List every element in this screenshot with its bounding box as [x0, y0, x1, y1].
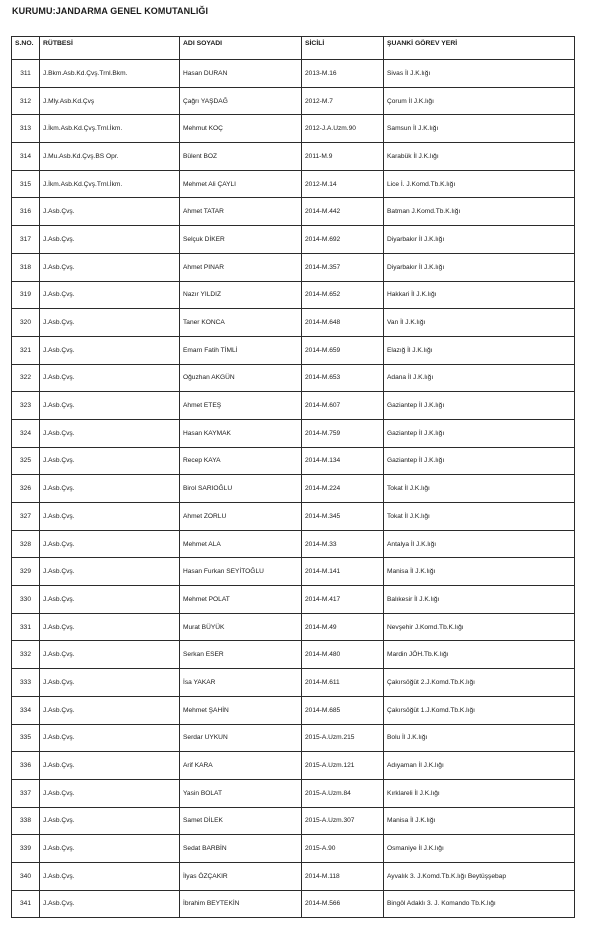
- table-row: [12, 475, 575, 503]
- cell-sno: 337: [12, 779, 40, 807]
- table-row: [12, 669, 575, 697]
- cell-registry: 2012-M.14: [302, 170, 384, 198]
- cell-rank: J.Asb.Çvş.: [40, 198, 180, 226]
- cell-rank: J.Asb.Çvş.: [40, 226, 180, 254]
- cell-current-post: Gaziantep İl J.K.lığı: [384, 447, 575, 475]
- cell-name: Mehmut KOÇ: [180, 115, 302, 143]
- cell-current-post: Gaziantep İl J.K.lığı: [384, 419, 575, 447]
- cell-registry: 2015-A.Uzm.84: [302, 779, 384, 807]
- cell-sno: 325: [12, 447, 40, 475]
- cell-current-post: Çorum İl J.K.lığı: [384, 87, 575, 115]
- cell-current-post: Sivas İl J.K.lığı: [384, 60, 575, 88]
- cell-current-post: Lice İ. J.Komd.Tb.K.lığı: [384, 170, 575, 198]
- cell-sno: 311: [12, 60, 40, 88]
- cell-name: İsa YAKAR: [180, 669, 302, 697]
- cell-registry: 2012-J.A.Uzm.90: [302, 115, 384, 143]
- cell-current-post: Karabük İl J.K.lığı: [384, 143, 575, 171]
- cell-sno: 322: [12, 364, 40, 392]
- table-row: [12, 170, 575, 198]
- table-row: [12, 281, 575, 309]
- cell-registry: 2014-M.33: [302, 530, 384, 558]
- cell-rank: J.Asb.Çvş.: [40, 309, 180, 337]
- cell-registry: 2015-A.Uzm.307: [302, 807, 384, 835]
- cell-sno: 330: [12, 586, 40, 614]
- table-row: [12, 530, 575, 558]
- cell-sno: 316: [12, 198, 40, 226]
- cell-registry: 2014-M.442: [302, 198, 384, 226]
- cell-current-post: Gaziantep İl J.K.lığı: [384, 392, 575, 420]
- table-row: [12, 503, 575, 531]
- table-row: [12, 253, 575, 281]
- column-header-sno: S.NO.: [12, 37, 40, 60]
- table-row: [12, 447, 575, 475]
- cell-name: Selçuk DİKER: [180, 226, 302, 254]
- cell-name: Mehmet Ali ÇAYLI: [180, 170, 302, 198]
- cell-registry: 2014-M.685: [302, 696, 384, 724]
- table-row: [12, 419, 575, 447]
- cell-rank: J.Asb.Çvş.: [40, 447, 180, 475]
- cell-registry: 2014-M.652: [302, 281, 384, 309]
- table-row: [12, 890, 575, 918]
- cell-current-post: Elazığ İl J.K.lığı: [384, 336, 575, 364]
- cell-sno: 313: [12, 115, 40, 143]
- cell-current-post: Antalya İl J.K.lığı: [384, 530, 575, 558]
- cell-sno: 317: [12, 226, 40, 254]
- column-header-rank: RÜTBESİ: [40, 37, 180, 60]
- cell-name: İlyas ÖZÇAKIR: [180, 862, 302, 890]
- cell-name: Recep KAYA: [180, 447, 302, 475]
- table-body: [12, 60, 575, 918]
- cell-current-post: Hakkari İl J.K.lığı: [384, 281, 575, 309]
- cell-sno: 334: [12, 696, 40, 724]
- cell-rank: J.Asb.Çvş.: [40, 724, 180, 752]
- cell-name: İbrahim BEYTEKİN: [180, 890, 302, 918]
- cell-rank: J.Bkm.Asb.Kd.Çvş.Trnl.Bkm.: [40, 60, 180, 88]
- cell-rank: J.Asb.Çvş.: [40, 392, 180, 420]
- personnel-table: [11, 36, 575, 918]
- cell-registry: 2014-M.607: [302, 392, 384, 420]
- cell-sno: 340: [12, 862, 40, 890]
- cell-sno: 312: [12, 87, 40, 115]
- cell-registry: 2014-M.480: [302, 641, 384, 669]
- cell-sno: 329: [12, 558, 40, 586]
- cell-rank: J.Asb.Çvş.: [40, 475, 180, 503]
- cell-current-post: Samsun İl J.K.lığı: [384, 115, 575, 143]
- cell-current-post: Tokat İl J.K.lığı: [384, 475, 575, 503]
- cell-current-post: Adana İl J.K.lığı: [384, 364, 575, 392]
- cell-current-post: Bolu İl J.K.lığı: [384, 724, 575, 752]
- cell-registry: 2014-M.692: [302, 226, 384, 254]
- cell-sno: 339: [12, 835, 40, 863]
- cell-current-post: Adıyaman İl J.K.lığı: [384, 752, 575, 780]
- cell-current-post: Manisa İl J.K.lığı: [384, 807, 575, 835]
- cell-rank: J.Mly.Asb.Kd.Çvş: [40, 87, 180, 115]
- table-row: [12, 696, 575, 724]
- cell-name: Bülent BOZ: [180, 143, 302, 171]
- cell-sno: 335: [12, 724, 40, 752]
- cell-registry: 2014-M.659: [302, 336, 384, 364]
- cell-current-post: Çakırsöğüt 2.J.Komd.Tb.K.lığı: [384, 669, 575, 697]
- cell-name: Emarn Fatih TİMLİ: [180, 336, 302, 364]
- cell-rank: J.Asb.Çvş.: [40, 503, 180, 531]
- table-row: [12, 752, 575, 780]
- cell-name: Serdar UYKUN: [180, 724, 302, 752]
- table-row: [12, 87, 575, 115]
- cell-rank: J.Asb.Çvş.: [40, 419, 180, 447]
- cell-name: Ahmet PINAR: [180, 253, 302, 281]
- table-row: [12, 115, 575, 143]
- table-row: [12, 60, 575, 88]
- cell-name: Birol SARIOĞLU: [180, 475, 302, 503]
- cell-registry: 2013-M.16: [302, 60, 384, 88]
- cell-current-post: Balıkesir İl J.K.lığı: [384, 586, 575, 614]
- cell-rank: J.Asb.Çvş.: [40, 779, 180, 807]
- cell-sno: 324: [12, 419, 40, 447]
- cell-name: Ahmet ETEŞ: [180, 392, 302, 420]
- cell-registry: 2014-M.134: [302, 447, 384, 475]
- cell-rank: J.Asb.Çvş.: [40, 336, 180, 364]
- cell-sno: 328: [12, 530, 40, 558]
- table-row: [12, 198, 575, 226]
- column-header-current-post: ŞUANKİ GÖREV YERİ: [384, 37, 575, 60]
- cell-sno: 338: [12, 807, 40, 835]
- cell-sno: 318: [12, 253, 40, 281]
- table-row: [12, 336, 575, 364]
- cell-registry: 2014-M.653: [302, 364, 384, 392]
- cell-name: Hasan Furkan SEYİTOĞLU: [180, 558, 302, 586]
- cell-registry: 2012-M.7: [302, 87, 384, 115]
- cell-rank: J.Asb.Çvş.: [40, 696, 180, 724]
- cell-current-post: Diyarbakır İl J.K.lığı: [384, 226, 575, 254]
- cell-rank: J.İkm.Asb.Kd.Çvş.Trnl.İkm.: [40, 115, 180, 143]
- cell-name: Hasan DURAN: [180, 60, 302, 88]
- cell-rank: J.Asb.Çvş.: [40, 669, 180, 697]
- cell-current-post: Çakırsöğüt 1.J.Komd.Tb.K.lığı: [384, 696, 575, 724]
- cell-sno: 314: [12, 143, 40, 171]
- table-row: [12, 641, 575, 669]
- cell-name: Samet DİLEK: [180, 807, 302, 835]
- cell-name: Ahmet TATAR: [180, 198, 302, 226]
- cell-rank: J.Asb.Çvş.: [40, 890, 180, 918]
- cell-sno: 319: [12, 281, 40, 309]
- cell-sno: 333: [12, 669, 40, 697]
- cell-rank: J.Mu.Asb.Kd.Çvş.BS Opr.: [40, 143, 180, 171]
- cell-registry: 2015-A.Uzm.215: [302, 724, 384, 752]
- table-row: [12, 558, 575, 586]
- cell-current-post: Osmaniye İl J.K.lığı: [384, 835, 575, 863]
- cell-registry: 2014-M.566: [302, 890, 384, 918]
- cell-current-post: Diyarbakır İl J.K.lığı: [384, 253, 575, 281]
- cell-current-post: Van İl J.K.lığı: [384, 309, 575, 337]
- cell-current-post: Bingöl Adaklı 3. J. Komando Tb.K.lığı: [384, 890, 575, 918]
- cell-current-post: Kırklareli İl J.K.lığı: [384, 779, 575, 807]
- table-row: [12, 807, 575, 835]
- cell-rank: J.Asb.Çvş.: [40, 586, 180, 614]
- cell-rank: J.Asb.Çvş.: [40, 364, 180, 392]
- institution-heading: KURUMU:JANDARMA GENEL KOMUTANLIĞI: [12, 6, 209, 16]
- cell-name: Mehmet ŞAHİN: [180, 696, 302, 724]
- cell-name: Oğuzhan AKGÜN: [180, 364, 302, 392]
- table-row: [12, 226, 575, 254]
- column-header-registry: SİCİLİ: [302, 37, 384, 60]
- cell-rank: J.Asb.Çvş.: [40, 862, 180, 890]
- cell-registry: 2014-M.417: [302, 586, 384, 614]
- cell-name: Mehmet ALA: [180, 530, 302, 558]
- cell-sno: 341: [12, 890, 40, 918]
- table-row: [12, 779, 575, 807]
- cell-name: Mehmet POLAT: [180, 586, 302, 614]
- cell-rank: J.Asb.Çvş.: [40, 281, 180, 309]
- cell-name: Ahmet ZORLU: [180, 503, 302, 531]
- cell-sno: 320: [12, 309, 40, 337]
- cell-current-post: Mardin JÖH.Tb.K.lığı: [384, 641, 575, 669]
- table-row: [12, 364, 575, 392]
- cell-name: Taner KONCA: [180, 309, 302, 337]
- table-header-row: [12, 37, 575, 60]
- table-row: [12, 613, 575, 641]
- cell-name: Çağrı YAŞDAĞ: [180, 87, 302, 115]
- cell-name: Murat BÜYÜK: [180, 613, 302, 641]
- cell-registry: 2015-A.Uzm.121: [302, 752, 384, 780]
- table-row: [12, 143, 575, 171]
- cell-registry: 2015-A.90: [302, 835, 384, 863]
- cell-registry: 2014-M.759: [302, 419, 384, 447]
- cell-registry: 2014-M.118: [302, 862, 384, 890]
- cell-rank: J.Asb.Çvş.: [40, 613, 180, 641]
- cell-registry: 2014-M.345: [302, 503, 384, 531]
- cell-rank: J.Asb.Çvş.: [40, 835, 180, 863]
- cell-rank: J.Asb.Çvş.: [40, 530, 180, 558]
- column-header-name: ADI SOYADI: [180, 37, 302, 60]
- table-row: [12, 392, 575, 420]
- cell-registry: 2011-M.9: [302, 143, 384, 171]
- cell-registry: 2014-M.357: [302, 253, 384, 281]
- cell-rank: J.Asb.Çvş.: [40, 641, 180, 669]
- cell-sno: 321: [12, 336, 40, 364]
- cell-registry: 2014-M.648: [302, 309, 384, 337]
- cell-sno: 331: [12, 613, 40, 641]
- cell-registry: 2014-M.141: [302, 558, 384, 586]
- cell-current-post: Manisa İl J.K.lığı: [384, 558, 575, 586]
- cell-sno: 326: [12, 475, 40, 503]
- cell-name: Yasin BOLAT: [180, 779, 302, 807]
- cell-current-post: Tokat İl J.K.lığı: [384, 503, 575, 531]
- table-row: [12, 835, 575, 863]
- cell-sno: 327: [12, 503, 40, 531]
- cell-registry: 2014-M.49: [302, 613, 384, 641]
- cell-name: Serkan ESER: [180, 641, 302, 669]
- table-row: [12, 724, 575, 752]
- table-row: [12, 862, 575, 890]
- cell-sno: 315: [12, 170, 40, 198]
- cell-registry: 2014-M.224: [302, 475, 384, 503]
- cell-rank: J.Asb.Çvş.: [40, 558, 180, 586]
- cell-rank: J.İkm.Asb.Kd.Çvş.Trnl.İkm.: [40, 170, 180, 198]
- table-row: [12, 586, 575, 614]
- cell-current-post: Nevşehir J.Komd.Tb.K.lığı: [384, 613, 575, 641]
- cell-current-post: Batman J.Komd.Tb.K.lığı: [384, 198, 575, 226]
- cell-sno: 336: [12, 752, 40, 780]
- cell-name: Nazır YILDIZ: [180, 281, 302, 309]
- cell-sno: 323: [12, 392, 40, 420]
- cell-current-post: Ayvalık 3. J.Komd.Tb.K.lığı Beytüşşebap: [384, 862, 575, 890]
- cell-name: Hasan KAYMAK: [180, 419, 302, 447]
- table-row: [12, 309, 575, 337]
- cell-name: Sedat BARBİN: [180, 835, 302, 863]
- cell-rank: J.Asb.Çvş.: [40, 807, 180, 835]
- cell-rank: J.Asb.Çvş.: [40, 253, 180, 281]
- cell-name: Arif KARA: [180, 752, 302, 780]
- cell-rank: J.Asb.Çvş.: [40, 752, 180, 780]
- cell-registry: 2014-M.611: [302, 669, 384, 697]
- cell-sno: 332: [12, 641, 40, 669]
